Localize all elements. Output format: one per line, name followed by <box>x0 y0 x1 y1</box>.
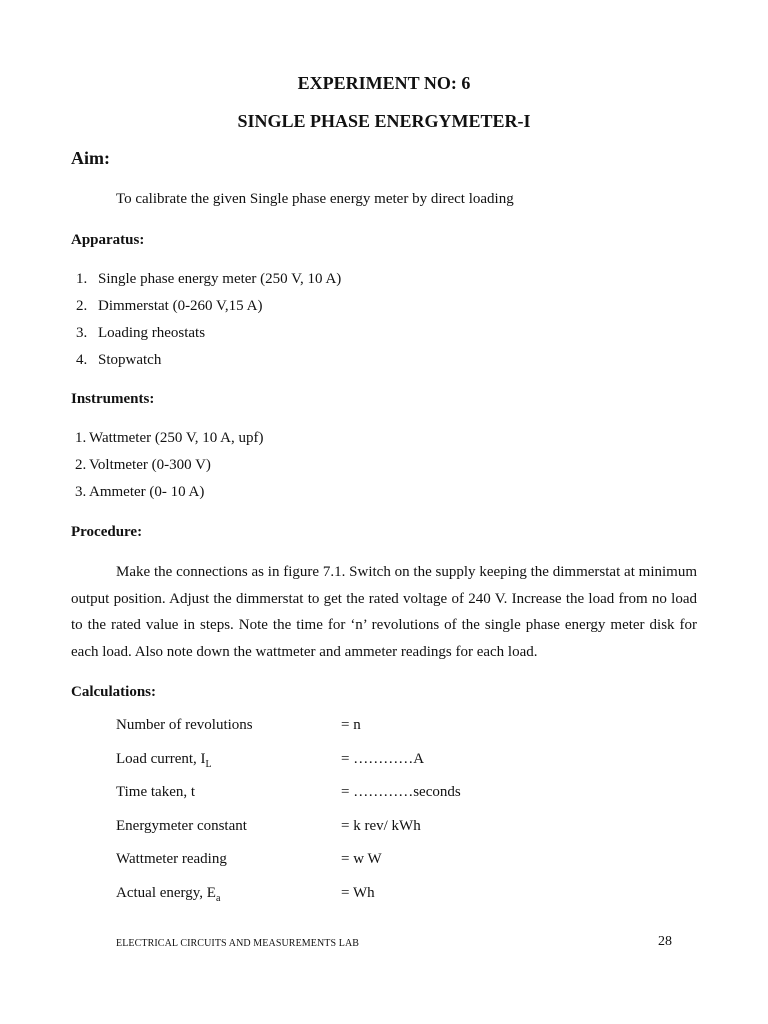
aim-heading: Aim: <box>71 148 110 168</box>
calc-row <box>116 885 676 904</box>
list-item <box>76 271 342 288</box>
apparatus-heading: Apparatus: <box>71 232 145 248</box>
calc-value: = Wh <box>341 885 375 901</box>
list-item <box>76 352 162 369</box>
list-item-number: 2. <box>75 457 87 473</box>
list-item-text: Single phase energy meter (250 V, 10 A) <box>98 271 342 287</box>
calc-row <box>116 784 676 803</box>
calc-row <box>116 751 676 770</box>
list-item-number: 2. <box>76 298 88 314</box>
list-item <box>75 457 211 474</box>
footer-lab-name: ELECTRICAL CIRCUITS AND MEASUREMENTS LAB <box>116 938 360 949</box>
experiment-title: EXPERIMENT NO: 6 <box>297 73 471 93</box>
list-item-text: Ammeter (0- 10 A) <box>89 484 205 500</box>
instruments-heading: Instruments: <box>71 391 155 407</box>
aim-text: To calibrate the given Single phase energy meter by direct loading <box>116 191 514 207</box>
page-number: 28 <box>658 934 672 949</box>
calc-row <box>116 717 676 736</box>
list-item <box>76 298 263 315</box>
list-item-text: Dimmerstat (0-260 V,15 A) <box>98 298 263 314</box>
list-item-text: Stopwatch <box>98 352 162 368</box>
calc-value: = …………A <box>341 751 425 767</box>
list-item-text: Voltmeter (0-300 V) <box>89 457 211 473</box>
calc-label: Wattmeter reading <box>116 851 227 867</box>
procedure-text: Make the connections as in figure 7.1. Switch on the supply keeping the dimmerstat at minimum output position. Adjust the dimmerstat to get the rated voltage of 240 V. Increase the load from no load to the rated value in steps. Note the time for ‘n’ revolutions of the single phase energy meter disk for each load. Also note down the wattmeter and ammeter readings for each load. <box>71 564 697 660</box>
list-item-number: 3. <box>76 325 88 341</box>
list-item <box>76 325 206 342</box>
list-item <box>75 484 205 501</box>
procedure-paragraph <box>71 559 697 665</box>
list-item-text: Loading rheostats <box>98 325 206 341</box>
procedure-heading: Procedure: <box>71 524 143 540</box>
list-item-number: 1. <box>76 271 88 287</box>
list-item-number: 3. <box>75 484 87 500</box>
list-item-text: Wattmeter (250 V, 10 A, upf) <box>89 430 264 446</box>
calc-value: = k rev/ kWh <box>341 818 421 834</box>
calc-row <box>116 851 676 870</box>
calculations-heading: Calculations: <box>71 684 157 700</box>
calc-value: = n <box>341 717 361 733</box>
experiment-subtitle: SINGLE PHASE ENERGYMETER-I <box>237 111 531 131</box>
calc-label: Energymeter constant <box>116 818 247 834</box>
calc-label: Actual energy, $E_a$ <box>116 885 221 904</box>
list-item <box>75 430 264 447</box>
calc-value: = …………seconds <box>341 784 461 800</box>
calc-label: Number of revolutions <box>116 717 253 733</box>
list-item-number: 4. <box>76 352 88 368</box>
calc-row <box>116 818 676 837</box>
calc-value: = w W <box>341 851 382 867</box>
list-item-number: 1. <box>75 430 87 446</box>
calc-label: Load current, $I_L$ <box>116 751 212 770</box>
calc-label: Time taken, t <box>116 784 196 800</box>
